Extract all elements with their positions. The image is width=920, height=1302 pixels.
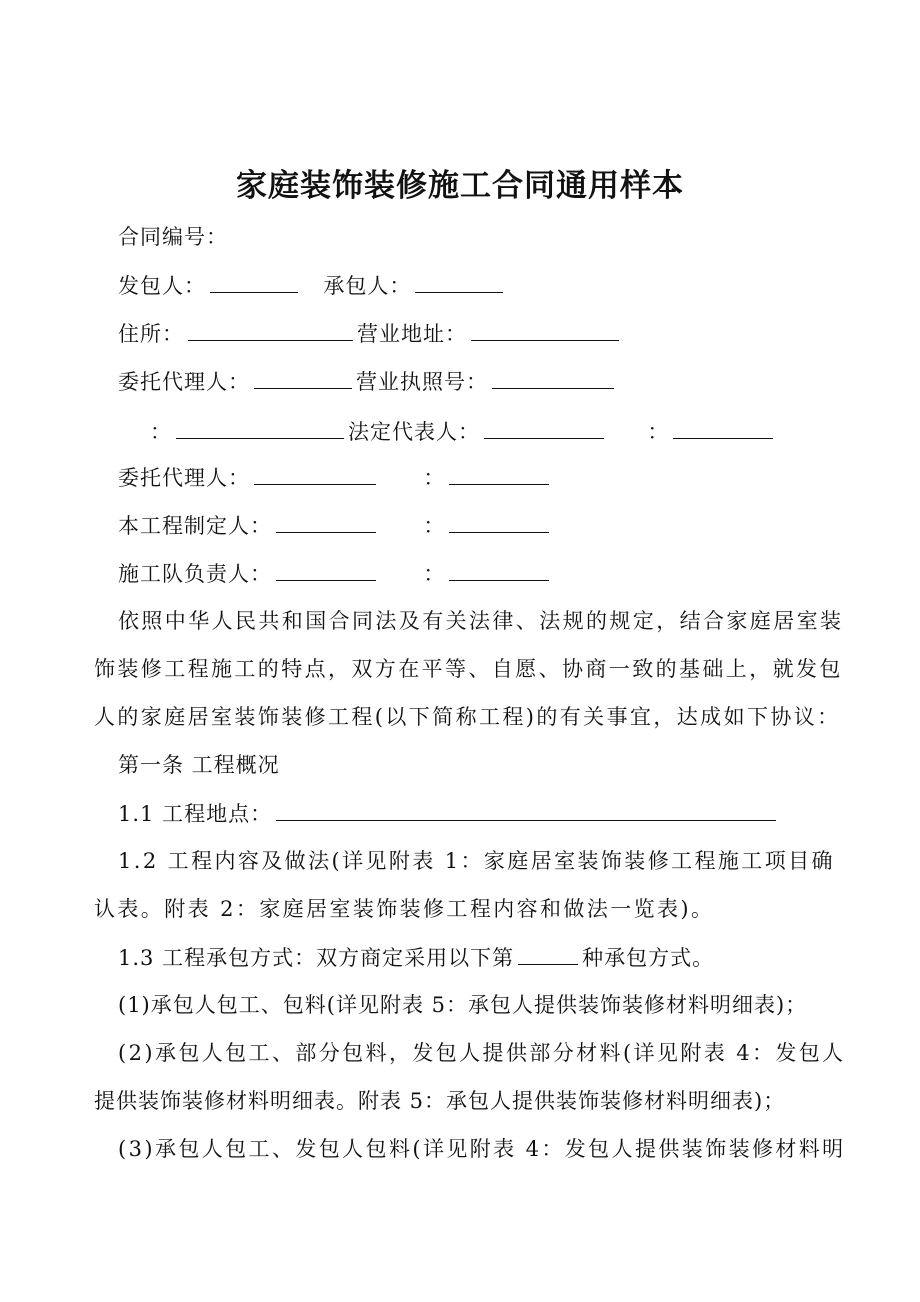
- legal-rep-label: 法定代表人：: [348, 420, 480, 444]
- trail-colon: ：: [647, 420, 670, 444]
- intro-paragraph-line-3: 人的家庭居室装饰装修工程(以下简称工程)的有关事宜，达成如下协议：: [94, 705, 841, 729]
- maker-line: [118, 510, 553, 541]
- lead-blank[interactable]: [176, 416, 344, 439]
- legal-rep-blank[interactable]: [484, 416, 604, 439]
- item-1-3-before: 1.3 工程承包方式：双方商定采用以下第: [118, 946, 515, 970]
- residence-blank[interactable]: [188, 318, 353, 341]
- document-title: 家庭装饰装修施工合同通用样本: [236, 168, 684, 204]
- agent-blank-2[interactable]: [254, 462, 376, 485]
- parties-line: [118, 270, 507, 301]
- team-colon-blank[interactable]: [449, 558, 549, 581]
- item-1-3: [118, 942, 714, 973]
- team-blank[interactable]: [276, 558, 376, 581]
- intro-paragraph-line-2: 饰装修工程施工的特点，双方在平等、自愿、协商一致的基础上，就发包: [94, 657, 843, 681]
- agent-label-2: 委托代理人：: [118, 466, 250, 490]
- agent-blank[interactable]: [254, 366, 352, 389]
- item-1-2-line-2: 认表。附表 2：家庭居室装饰装修工程内容和做法一览表)。: [94, 897, 715, 921]
- intro-paragraph-line-1: 依照中华人民共和国合同法及有关法律、法规的规定，结合家庭居室装: [118, 609, 844, 633]
- item-1-2-line-1: 1.2 工程内容及做法(详见附表 1：家庭居室装饰装修工程施工项目确: [118, 849, 835, 873]
- business-address-blank[interactable]: [471, 318, 619, 341]
- project-location-blank[interactable]: [276, 798, 776, 821]
- article-one-heading: 第一条 工程概况: [118, 753, 280, 777]
- option-1: (1)承包人包工、包料(详见附表 5：承包人提供装饰装修材料明细表)；: [118, 993, 808, 1017]
- representative-line: [150, 416, 777, 447]
- agent-license-line: [118, 366, 618, 397]
- team-label: 施工队负责人：: [118, 562, 272, 586]
- option-2-line-2: 提供装饰装修材料明细表。附表 5：承包人提供装饰装修材料明细表)；: [94, 1089, 786, 1113]
- lead-colon: ：: [150, 420, 172, 444]
- item-1-1: [118, 798, 780, 829]
- contract-number-line: [118, 222, 228, 252]
- agent-colon-blank[interactable]: [449, 462, 549, 485]
- agent-label: 委托代理人：: [118, 370, 250, 394]
- maker-colon-blank[interactable]: [449, 510, 549, 533]
- license-label: 营业执照号：: [356, 370, 488, 394]
- contract-method-blank[interactable]: [518, 942, 578, 965]
- contractor-blank[interactable]: [415, 270, 503, 293]
- residence-label: 住所：: [118, 322, 184, 346]
- agent-line-2: [118, 462, 553, 493]
- contractor-label: 承包人：: [323, 274, 412, 298]
- contract-number-label: 合同编号：: [118, 225, 228, 249]
- item-1-3-after: 种承包方式。: [582, 946, 715, 970]
- client-label: 发包人：: [118, 274, 206, 298]
- address-line: [118, 318, 623, 349]
- maker-colon: ：: [423, 514, 446, 538]
- license-blank[interactable]: [492, 366, 614, 389]
- team-colon: ：: [423, 562, 446, 586]
- business-address-label: 营业地址：: [357, 322, 467, 346]
- maker-blank[interactable]: [276, 510, 376, 533]
- option-3: (3)承包人包工、发包人包料(详见附表 4：发包人提供装饰装修材料明: [118, 1137, 846, 1161]
- agent-colon: ：: [423, 466, 446, 490]
- option-2-line-1: (2)承包人包工、部分包料，发包人提供部分材料(详见附表 4：发包人: [118, 1041, 846, 1065]
- maker-label: 本工程制定人：: [118, 514, 272, 538]
- trail-blank[interactable]: [673, 416, 773, 439]
- item-1-1-label: 1.1 工程地点：: [118, 802, 273, 826]
- team-line: [118, 558, 553, 589]
- client-blank[interactable]: [210, 270, 298, 293]
